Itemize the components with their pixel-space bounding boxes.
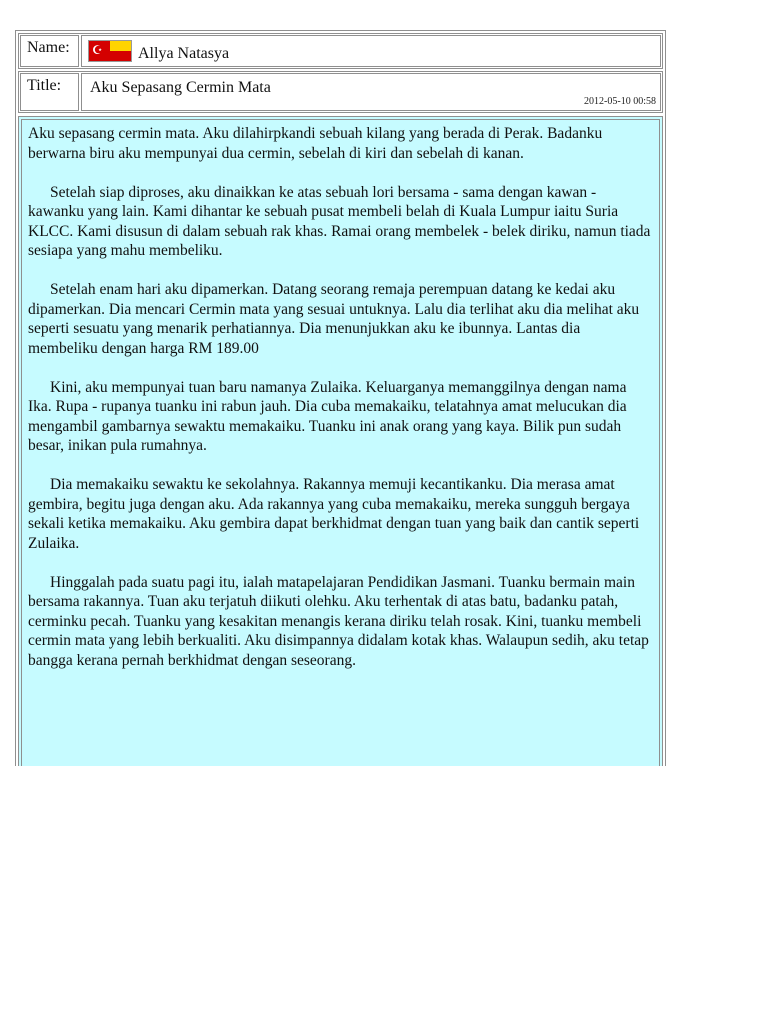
- flag-yellow-quarter: [110, 41, 131, 51]
- essay-body: [21, 119, 660, 766]
- paragraph-3: Setelah enam hari aku dipamerkan. Datang seorang remaja perempuan datang ke kedai aku dipamerkan. Dia mencari Cermin mata yang sesuai untuknya. Lalu dia terlihat aku dia melihat aku seperti sesuatu yang menarik perhatiannya. Dia menunjukkan aku ke ibunnya. Lantas dia membeliku dengan harga RM 189.00: [28, 281, 640, 357]
- selangor-flag-icon: [88, 40, 132, 62]
- author-name: Allya Natasya: [138, 45, 230, 62]
- paragraph-2: Setelah siap diproses, aku dinaikkan ke atas sebuah lori bersama - sama dengan kawan - kawanku yang lain. Kami dihantar ke sebuah pusat membeli belah di Kuala Lumpur iaitu Suria KLCC. Kami disusun di dalam sebuah rak khas. Ramai orang membelek - belek diriku, namun tiada sesiapa yang mahu membeliku.: [28, 183, 651, 259]
- essay-title: Aku Sepasang Cermin Mata: [90, 79, 271, 96]
- entry-table: [15, 30, 666, 766]
- name-cell: [81, 35, 661, 67]
- timestamp: 2012-05-10 00:58: [584, 96, 656, 107]
- title-label: Title:: [20, 73, 79, 111]
- flag-red-quarter: [89, 41, 110, 61]
- paragraph-5: Dia memakaiku sewaktu ke sekolahnya. Rakannya memuji kecantikanku. Dia merasa amat gembira, begitu juga dengan aku. Ada rakannya yang cuba memakaiku, mereka sungguh bergaya sekali ketika memakaiku. Aku gembira dapat berkhidmat dengan tuan yang baik dan cantik seperti Zulaika.: [28, 476, 640, 552]
- flag-right-half: [110, 41, 131, 61]
- essay-content-area: [18, 116, 663, 766]
- name-label: Name:: [20, 35, 79, 67]
- paragraph-6: Hinggalah pada suatu pagi itu, ialah matapelajaran Pendidikan Jasmani. Tuanku bermain main bersama rakannya. Tuan aku terjatuh diikuti olehku. Aku terhentak di atas batu, badanku patah, cerminku pecah. Tuanku yang kesakitan menangis kerana diriku telah rosak. Kini, tuanku membeli cermin mata yang lebih berkualiti. Aku disimpannya didalam kotak khas. Walaupun sedih, aku tetap bangga kerana pernah berkhidmat dengan seseorang.: [28, 573, 649, 669]
- paragraph-1: Aku sepasang cermin mata. Aku dilahirpkandi sebuah kilang yang berada di Perak. Badanku berwarna biru aku mempunyai dua cermin, sebelah di kiri dan sebelah di kanan.: [28, 125, 603, 162]
- name-row: [18, 33, 663, 69]
- title-row: [18, 71, 663, 113]
- flag-red-bottom-quarter: [110, 51, 131, 61]
- title-cell: [81, 73, 661, 111]
- crescent-star-icon: ☪: [92, 43, 103, 57]
- paragraph-4: Kini, aku mempunyai tuan baru namanya Zulaika. Keluarganya memanggilnya dengan nama Ika. Rupa - rupanya tuanku ini rabun jauh. Dia cuba memakaiku, telatahnya amat melucukan dia mengambil gambarnya sewaktu memakaiku. Tuanku ini anak orang yang kaya. Bilik pun sudah besar, inikan pula rumahnya.: [28, 378, 627, 454]
